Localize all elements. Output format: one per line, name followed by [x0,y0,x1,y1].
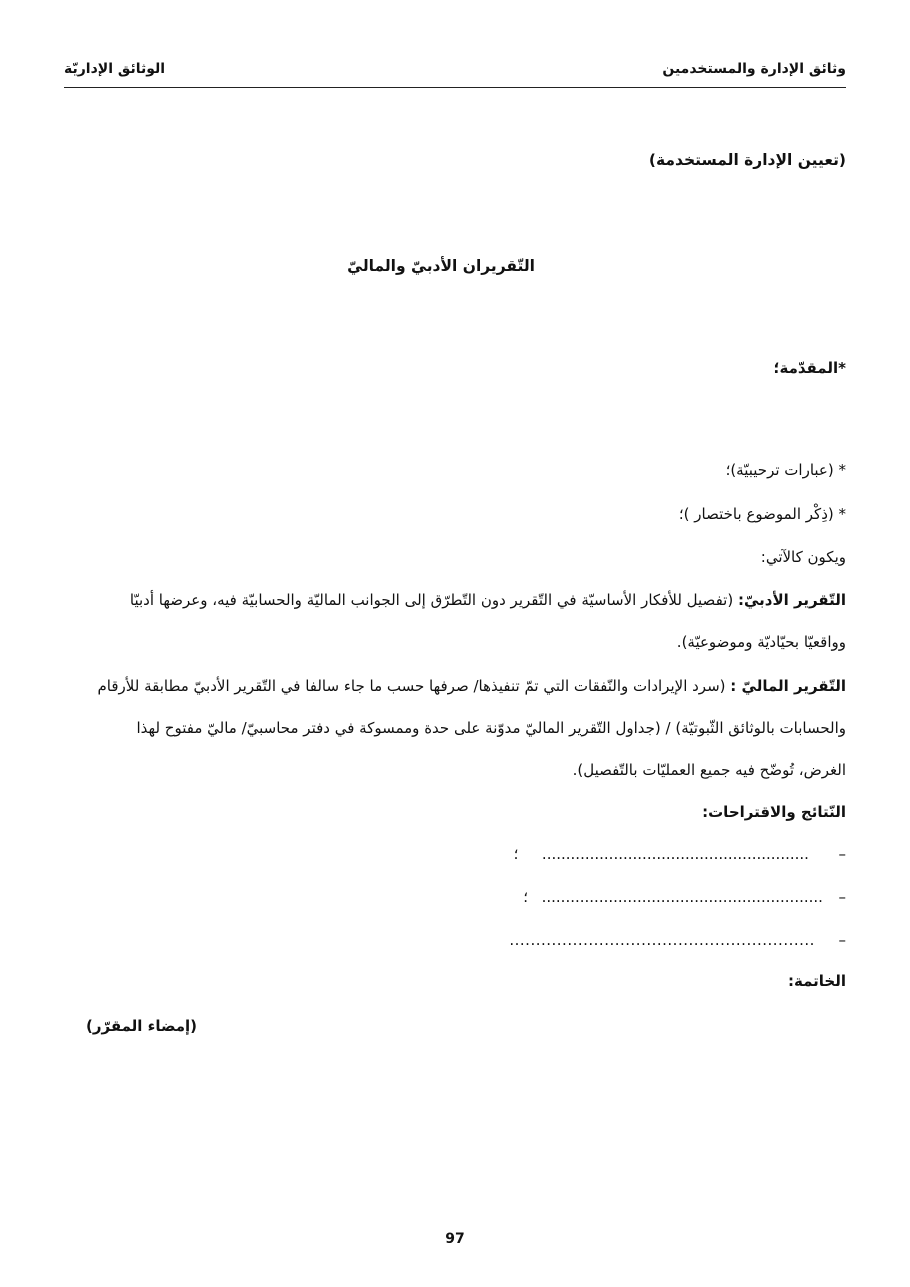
header-divider [64,87,846,88]
literary-report-text-1: (تفصيل للأفكار الأساسيّة في التّقرير دون التّطرّق إلى الجوانب الماليّة والحسابيّة فيه، وعرضها أدبيّا [129,591,734,609]
financial-report-paragraph [64,672,846,784]
appointing-body: (تعيين الإدارة المستخدمة) [648,151,846,169]
financial-report-text-2: والحسابات بالوثائق الثّبوتيّة) / (جداول التّقرير الماليّ مدوّنة على حدة وممسوكة في دفتر محاسبيّ/ ماليّ مفتوح لهذا [136,719,846,737]
results-item-end: ؛ [513,845,519,863]
results-item-dots: ........................................................ [541,845,809,863]
results-item [509,931,846,949]
results-item-dots: ........................................................... [541,888,823,906]
document-title: التّقريران الأدبيّ والماليّ [347,257,535,275]
results-item [523,888,846,906]
results-heading: النّتائج والاقتراحات: [702,803,846,821]
literary-report-text-2: وواقعيّا بحيّاديّة وموضوعيّة). [676,633,846,651]
intro-heading: *المقدّمة؛ [773,359,846,377]
financial-report-text-3: الغرض، تُوضّح فيه جميع العمليّات بالتّفصيل). [572,761,846,779]
results-item-dots: .......................................................... [509,931,815,949]
financial-report-label: التّقرير الماليّ : [730,677,846,695]
results-item-dash: – [838,888,846,906]
running-header-title: وثائق الإدارة والمستخدمين [662,61,846,77]
intro-item-subject: * (ذِكْر الموضوع باختصار )؛ [678,505,846,523]
results-item [514,845,846,863]
financial-report-text-1: (سرد الإيرادات والنّفقات التي تمّ تنفيذها/ صرفها حسب ما جاء سالفا في التّقرير الأدبيّ مطابقة للأرقام [97,677,726,695]
results-item-dash: – [838,845,846,863]
literary-report-paragraph [64,586,846,656]
results-item-dash: – [838,931,846,949]
signature-line: (إمضاء المقرّر) [86,1017,198,1035]
literary-report-label: التّقرير الأدبيّ: [737,591,846,609]
page-number: 97 [445,1231,465,1247]
running-header-section: الوثائق الإداريّة [64,61,166,77]
intro-followup: ويكون كالآتي: [760,548,846,566]
intro-item-greeting: * (عبارات ترحيبيّة)؛ [725,461,846,479]
conclusion-heading: الخاتمة: [787,972,846,990]
results-item-end: ؛ [523,888,529,906]
